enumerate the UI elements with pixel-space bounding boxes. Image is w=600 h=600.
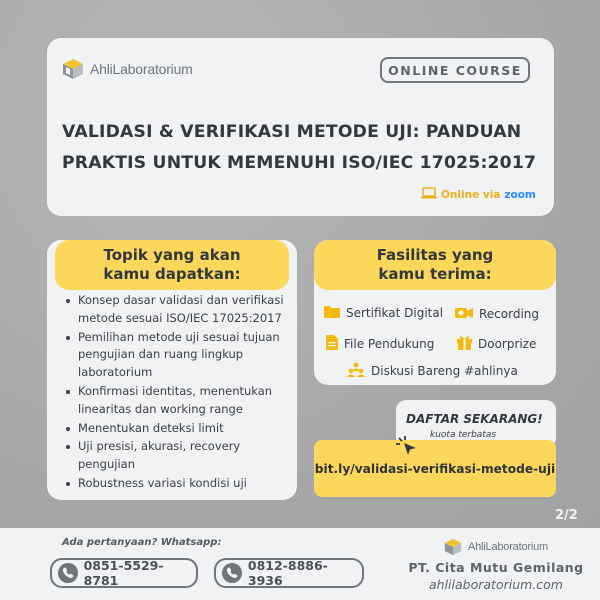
topics-list <box>66 292 286 494</box>
page-indicator: 2/2 <box>555 508 578 523</box>
facility-label: Sertifikat Digital <box>346 306 444 320</box>
phone-contact-1[interactable] <box>50 558 198 588</box>
facility-label: Doorprize <box>478 337 537 351</box>
logo-text: AhliLaboratorium <box>90 61 193 77</box>
online-label: Online via <box>441 188 501 201</box>
phone-contact-2[interactable] <box>214 558 364 588</box>
whatsapp-question: Ada pertanyaan? Whatsapp: <box>62 537 222 548</box>
page-title <box>62 117 542 179</box>
people-icon <box>347 362 365 380</box>
list-item: Konsep dasar validasi dan verifikasi metode sesuai ISO/IEC 17025:2017 <box>66 292 286 328</box>
facilities-heading-line-1: Fasilitas yang <box>376 246 494 264</box>
title-line-2: PRAKTIS UNTUK MEMENUHI ISO/IEC 17025:2017 <box>62 153 537 173</box>
phone-number-2[interactable]: 0812-8886-3936 <box>247 558 328 588</box>
zoom-logo: zoom <box>504 188 536 201</box>
online-via-zoom <box>421 187 536 202</box>
online-course-badge: ONLINE COURSE <box>380 57 530 83</box>
file-icon <box>326 335 338 353</box>
footer-logo <box>444 538 548 556</box>
list-item: Robustness variasi kondisi uji <box>66 475 286 493</box>
laptop-icon <box>421 187 437 202</box>
list-item: Konfirmasi identitas, menentukan linearitas dan working range <box>66 383 286 419</box>
list-item: Uji presisi, akurasi, recovery pengujian <box>66 438 286 474</box>
logo-cube-icon <box>62 58 84 80</box>
facility-doorprize <box>457 335 536 353</box>
topics-heading <box>55 240 289 284</box>
facility-certificate <box>324 305 443 321</box>
company-info <box>396 560 596 592</box>
topics-heading-line-2: kamu dapatkan: <box>103 265 241 283</box>
phone-icon <box>222 563 242 583</box>
topics-heading-box <box>55 240 289 290</box>
camera-icon <box>455 305 473 322</box>
company-name: PT. Cita Mutu Gemilang <box>408 560 584 575</box>
registration-link-text[interactable]: bit.ly/validasi-verifikasi-metode-uji <box>314 461 556 476</box>
facility-files <box>326 335 434 353</box>
phone-number-1[interactable]: 0851-5529-8781 <box>83 558 164 588</box>
phone-icon <box>58 563 78 583</box>
footer-logo-text: AhliLaboratorium <box>468 541 548 553</box>
limited-quota-text: kuota terbatas <box>430 430 497 440</box>
list-item: Pemilihan metode uji sesuai tujuan pengujian dan ruang lingkup laboratorium <box>66 329 286 382</box>
facility-label: File Pendukung <box>344 337 435 351</box>
folder-icon <box>324 305 340 321</box>
title-line-1: VALIDASI & VERIFIKASI METODE UJI: PANDUAN <box>62 122 522 142</box>
facilities-heading <box>314 240 556 284</box>
facility-label: Diskusi Bareng #ahlinya <box>371 364 518 378</box>
facility-recording <box>455 305 539 322</box>
facility-discussion <box>347 362 518 380</box>
facility-label: Recording <box>479 306 540 321</box>
topics-heading-line-1: Topik yang akan <box>103 246 241 264</box>
logo-cube-icon <box>444 538 462 556</box>
company-website[interactable]: ahlilaboratorium.com <box>429 577 563 592</box>
header-logo <box>62 58 193 80</box>
gift-icon <box>457 335 472 353</box>
cursor-click-icon <box>396 436 418 461</box>
facilities-heading-line-2: kamu terima: <box>378 265 492 283</box>
register-now-text: DAFTAR SEKARANG! <box>406 412 543 426</box>
registration-link[interactable] <box>314 440 556 497</box>
list-item: Menentukan deteksi limit <box>66 420 286 438</box>
facilities-heading-box <box>314 240 556 290</box>
